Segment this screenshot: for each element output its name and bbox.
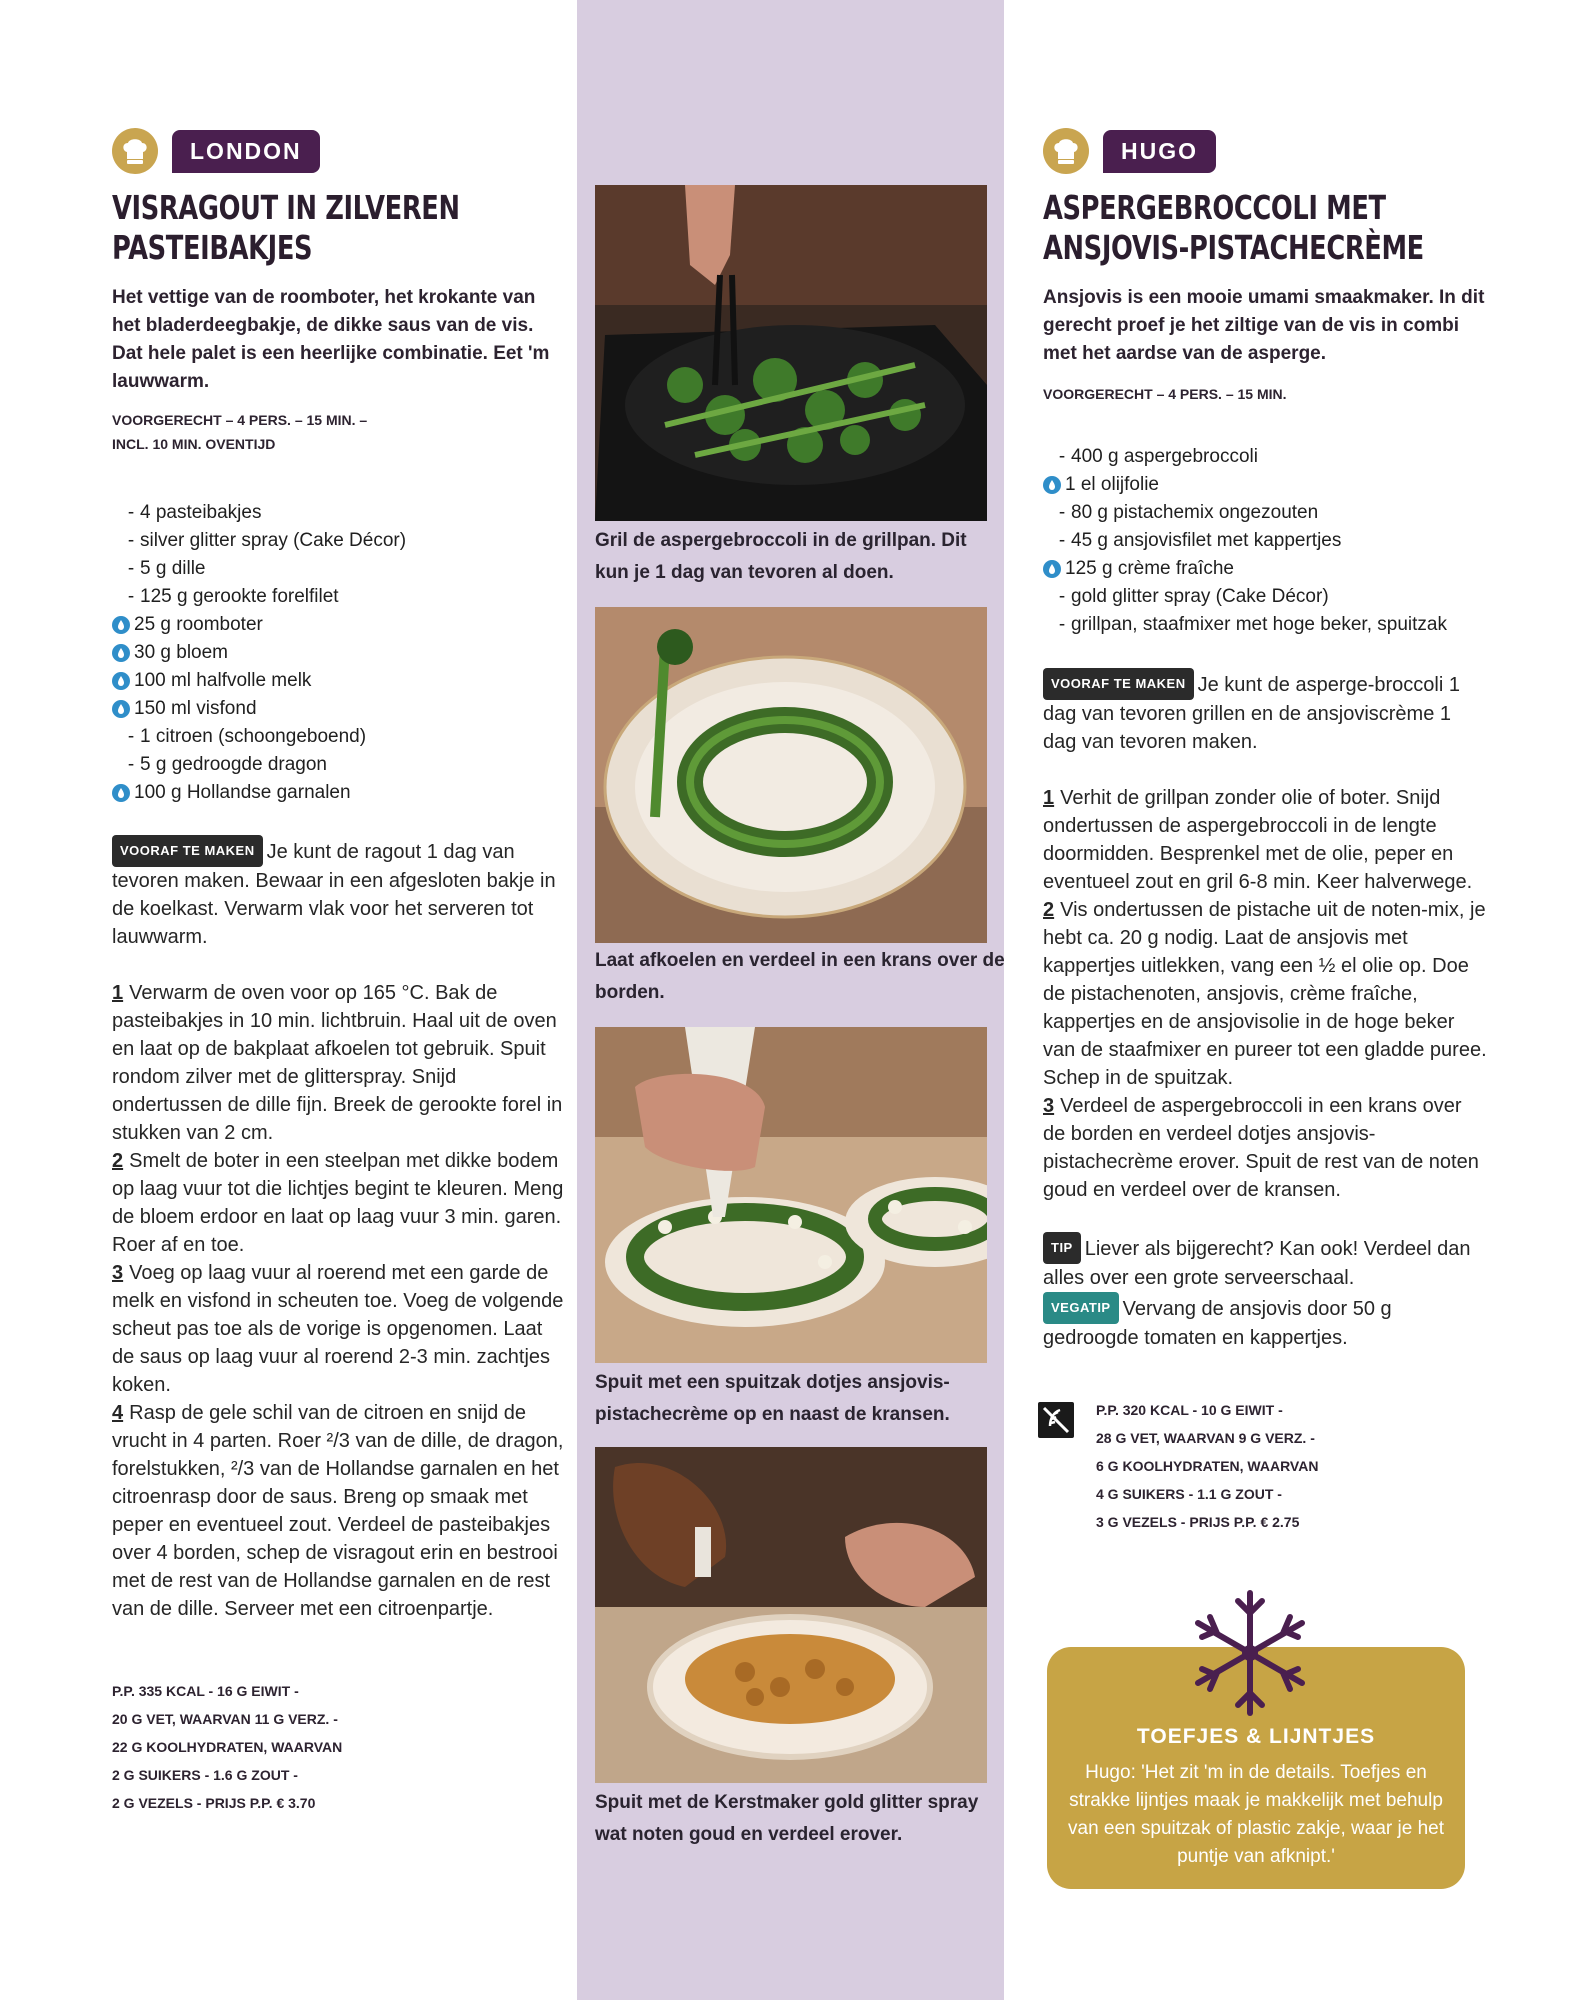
title-line: ANSJOVIS-PISTACHECRÈME	[1043, 228, 1424, 267]
ingredient-list	[112, 499, 406, 807]
title-line: VISRAGOUT IN ZILVEREN	[112, 188, 460, 227]
water-drop-icon	[1043, 560, 1061, 578]
chef-hat-icon	[112, 128, 158, 174]
ingredient-item: - silver glitter spray (Cake Décor)	[127, 530, 407, 551]
photo-grill-pan	[595, 185, 987, 521]
step: 4 Rasp de gele schil van de citroen en snijd de vrucht in 4 parten. Roer ²/3 van de dille, de dragon, forelstukken, ²/3 van de Hollandse garnalen en het citroenrasp door de saus. Breng op smaak met peper en eventueel zout. Verdeel de pasteibakjes over 4 borden, schep de visragout erin en bestrooi met de rest van de Hollandse garnalen en de rest van de dille. Serveer met een citroenpartje.	[112, 1402, 564, 1620]
chef-hat-icon	[1043, 128, 1089, 174]
ingredient-list	[1043, 443, 1447, 639]
water-drop-icon	[112, 616, 130, 634]
ingredient-item: 25 g roomboter	[112, 611, 406, 639]
recipe-meta	[112, 408, 367, 456]
ingredient-item: 1 el olijfolie	[1043, 471, 1447, 499]
vooraf-paragraph: VOORAF TE MAKEN Je kunt de asperge-broccoli 1 dag van tevoren grillen en de ansjoviscrème 1 dag van tevoren maken.	[1043, 668, 1489, 756]
vooraf-tag: VOORAF TE MAKEN	[1043, 668, 1194, 700]
step: 1 Verwarm de oven voor op 165 °C. Bak de pasteibakjes in 10 min. lichtbruin. Haal uit de oven en laat op de bakplaat afkoelen tot gebruik. Spuit rondom zilver met de glitterspray. Snijd ondertussen de dille fijn. Breek de gerookte forel in stukken van 2 cm.	[112, 982, 563, 1144]
recipe-intro: Het vettige van de roomboter, het krokante van het bladerdeegbakje, de dikke saus van de vis. Dat hele palet is een heerlijke combinatie. Eet 'm lauwwarm.	[112, 287, 550, 392]
gluten-free-icon	[1038, 1402, 1074, 1438]
meta-line: INCL. 10 MIN. OVENTIJD	[112, 436, 276, 452]
vegatip-tag: VEGATIP	[1043, 1292, 1119, 1324]
meta-line: VOORGERECHT – 4 PERS. – 15 MIN. –	[112, 412, 368, 428]
ingredient-item: - 1 citroen (schoongeboend)	[127, 726, 367, 747]
step: 1 Verhit de grillpan zonder olie of boter. Snijd ondertussen de aspergebroccoli in de lengte doormidden. Besprenkel met de olie, peper en eventueel zout en gril 6-8 min. Keer halverwege.	[1043, 787, 1473, 893]
recipe-title	[1043, 188, 1480, 268]
photo-piping	[595, 1027, 987, 1363]
water-drop-icon	[1043, 476, 1061, 494]
photo-caption: Laat afkoelen en verdeel in een krans over de borden.	[595, 950, 1005, 1003]
photo-plate-wreath	[595, 607, 987, 943]
recipe-title	[112, 188, 549, 268]
meta-line: VOORGERECHT – 4 PERS. – 15 MIN.	[1043, 386, 1287, 402]
step: 3 Voeg op laag vuur al roerend met een garde de melk en visfond in scheuten toe. Voeg de volgende scheut pas toe als de vorige is opgenomen. Laat de saus op laag vuur al roerend 2-3 min. zachtjes koken.	[112, 1262, 564, 1396]
nutrition-info: P.P. 320 KCAL - 10 G EIWIT - 28 G VET, WAARVAN 9 G VERZ. - 6 G KOOLHYDRATEN, WAARVAN 4 G SUIKERS - 1.1 G ZOUT - 3 G VEZELS - PRIJS P.P. € 2.75	[1096, 1402, 1319, 1530]
ingredient-item: - 80 g pistachemix ongezouten	[1058, 502, 1319, 523]
photo-gold-spray	[595, 1447, 987, 1783]
tip-box-title: TOEFJES & LIJNTJES	[1136, 1725, 1376, 1748]
tip-paragraph: TIP Liever als bijgerecht? Kan ook! Verdeel dan alles over een grote serveerschaal.	[1043, 1232, 1489, 1292]
ingredient-item: - 400 g aspergebroccoli	[1058, 446, 1258, 467]
step: 2 Vis ondertussen de pistache uit de noten-mix, je hebt ca. 20 g nodig. Laat de ansjovis met kappertjes uitlekken, vang een ½ el olie op. Doe de pistachenoten, ansjovis, crème fraîche, kappertjes en de ansjovisolie in de hoge beker van de staafmixer en pureer tot een gladde puree. Schep in de spuitzak.	[1043, 899, 1487, 1089]
step: 3 Verdeel de aspergebroccoli in een krans over de borden en verdeel dotjes ansjovis-pistachecrème erover. Spuit de rest van de noten goud en verdeel over de kransen.	[1043, 1095, 1479, 1201]
water-drop-icon	[112, 700, 130, 718]
ingredient-item: - grillpan, staafmixer met hoge beker, spuitzak	[1058, 614, 1447, 635]
tip-box-text: Hugo: 'Het zit 'm in de details. Toefjes en strakke lijntjes maak je makkelijk met behulp van een spuitzak of plastic zakje, waar je het puntje van afknipt.'	[1068, 1762, 1444, 1867]
tip-tag: TIP	[1043, 1232, 1081, 1264]
snowflake-icon	[1180, 1583, 1320, 1723]
photo-caption: Spuit met de Kerstmaker gold glitter spray wat noten goud en verdeel erover.	[595, 1792, 979, 1845]
chef-row-right	[1043, 128, 1216, 174]
ingredient-item: - 5 g dille	[127, 558, 206, 579]
water-drop-icon	[112, 644, 130, 662]
water-drop-icon	[112, 784, 130, 802]
water-drop-icon	[112, 672, 130, 690]
ingredient-item: - 5 g gedroogde dragon	[127, 754, 327, 775]
chef-name-tag: HUGO	[1103, 130, 1216, 173]
nutrition-info: P.P. 335 KCAL - 16 G EIWIT - 20 G VET, WAARVAN 11 G VERZ. - 22 G KOOLHYDRATEN, WAARVAN 2 G SUIKERS - 1.6 G ZOUT - 2 G VEZELS - PRIJS P.P. € 3.70	[112, 1683, 343, 1811]
title-line: PASTEIBAKJES	[112, 228, 313, 267]
vooraf-tag: VOORAF TE MAKEN	[112, 835, 263, 867]
ingredient-item: 100 g Hollandse garnalen	[112, 779, 406, 807]
step: 2 Smelt de boter in een steelpan met dikke bodem op laag vuur tot die lichtjes begint te kleuren. Meng de bloem erdoor en laat op laag vuur 3 min. garen. Roer af en toe.	[112, 1150, 564, 1256]
chef-row-left	[112, 128, 320, 174]
recipe-method	[1043, 668, 1489, 1352]
ingredient-item: 125 g crème fraîche	[1043, 555, 1447, 583]
ingredient-item: 30 g bloem	[112, 639, 406, 667]
photo-caption: Gril de aspergebroccoli in de grillpan. Dit kun je 1 dag van tevoren al doen.	[595, 530, 967, 583]
recipe-intro: Ansjovis is een mooie umami smaakmaker. In dit gerecht proef je het ziltige van de vis in combi met het aardse van de asperge.	[1043, 287, 1485, 364]
ingredient-item: 100 ml halfvolle melk	[112, 667, 406, 695]
ingredient-item: - 125 g gerookte forelfilet	[127, 586, 339, 607]
ingredient-item: - 45 g ansjovisfilet met kappertjes	[1058, 530, 1342, 551]
photo-caption: Spuit met een spuitzak dotjes ansjovis-pistachecrème op en naast de kransen.	[595, 1372, 950, 1425]
recipe-meta	[1043, 382, 1287, 406]
title-line: ASPERGEBROCCOLI MET	[1043, 188, 1386, 227]
ingredient-item: 150 ml visfond	[112, 695, 406, 723]
chef-name-tag: LONDON	[172, 130, 320, 173]
vooraf-paragraph: VOORAF TE MAKEN Je kunt de ragout 1 dag van tevoren maken. Bewaar in een afgesloten bakje in de koelkast. Verwarm vlak voor het serveren tot lauwwarm.	[112, 835, 564, 951]
ingredient-item: - gold glitter spray (Cake Décor)	[1058, 586, 1329, 607]
vegatip-paragraph: VEGATIP Vervang de ansjovis door 50 g gedroogde tomaten en kappertjes.	[1043, 1292, 1489, 1352]
recipe-method	[112, 835, 564, 1623]
ingredient-item: - 4 pasteibakjes	[127, 502, 262, 523]
